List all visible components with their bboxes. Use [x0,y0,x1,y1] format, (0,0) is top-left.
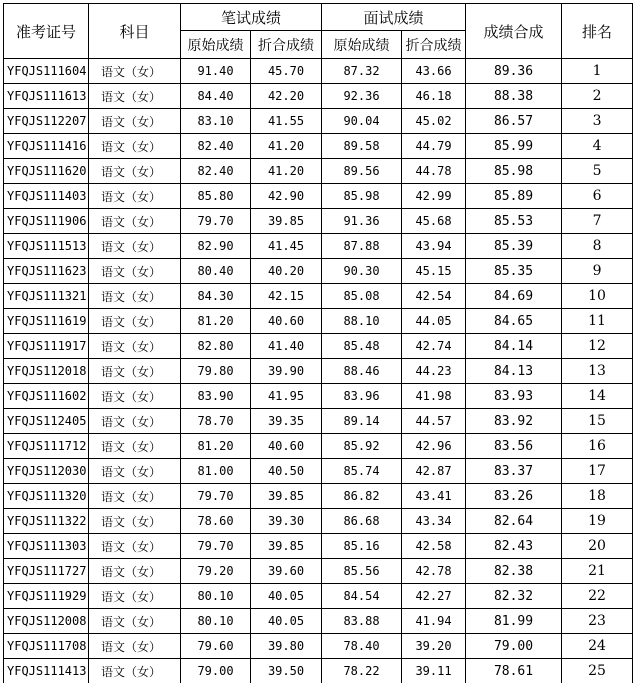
table-row [4,559,633,584]
cell-rank: 1 [562,59,633,84]
cell-written-converted: 42.20 [251,84,322,109]
cell-id: YFQJS112207 [4,109,89,134]
table-row [4,334,633,359]
cell-id: YFQJS111613 [4,84,89,109]
cell-rank: 24 [562,634,633,659]
cell-total: 85.98 [466,159,562,184]
cell-rank: 3 [562,109,633,134]
cell-interview-converted: 45.68 [402,209,466,234]
cell-total: 82.64 [466,509,562,534]
table-row [4,409,633,434]
cell-id: YFQJS111906 [4,209,89,234]
cell-subject: 语文（女） [89,59,181,84]
cell-interview-converted: 42.27 [402,584,466,609]
bottom-crop [0,683,636,687]
cell-written-raw: 80.10 [181,584,251,609]
cell-rank: 25 [562,659,633,684]
cell-interview-raw: 86.82 [322,484,402,509]
cell-interview-raw: 89.14 [322,409,402,434]
cell-total: 85.35 [466,259,562,284]
cell-interview-converted: 39.11 [402,659,466,684]
cell-written-raw: 79.70 [181,209,251,234]
cell-written-converted: 41.20 [251,134,322,159]
table-row [4,84,633,109]
cell-rank: 18 [562,484,633,509]
cell-written-converted: 39.85 [251,209,322,234]
cell-id: YFQJS111320 [4,484,89,509]
cell-interview-converted: 41.94 [402,609,466,634]
cell-written-converted: 39.30 [251,509,322,534]
cell-interview-converted: 43.94 [402,234,466,259]
cell-interview-converted: 42.99 [402,184,466,209]
cell-subject: 语文（女） [89,84,181,109]
cell-written-converted: 42.15 [251,284,322,309]
cell-id: YFQJS111413 [4,659,89,684]
cell-interview-raw: 89.56 [322,159,402,184]
cell-interview-raw: 85.08 [322,284,402,309]
table-row [4,659,633,684]
table-row [4,484,633,509]
cell-written-raw: 79.60 [181,634,251,659]
cell-total: 83.93 [466,384,562,409]
cell-total: 83.92 [466,409,562,434]
cell-interview-raw: 88.46 [322,359,402,384]
cell-id: YFQJS111917 [4,334,89,359]
cell-total: 83.56 [466,434,562,459]
cell-subject: 语文（女） [89,359,181,384]
cell-subject: 语文（女） [89,484,181,509]
cell-subject: 语文（女） [89,534,181,559]
cell-total: 84.65 [466,309,562,334]
cell-interview-raw: 84.54 [322,584,402,609]
table-row [4,384,633,409]
cell-written-converted: 39.60 [251,559,322,584]
cell-interview-converted: 42.74 [402,334,466,359]
cell-interview-converted: 42.58 [402,534,466,559]
score-table [3,3,633,684]
cell-subject: 语文（女） [89,634,181,659]
cell-written-converted: 41.95 [251,384,322,409]
cell-written-converted: 42.90 [251,184,322,209]
cell-total: 82.43 [466,534,562,559]
cell-subject: 语文（女） [89,284,181,309]
table-row [4,209,633,234]
cell-id: YFQJS112405 [4,409,89,434]
cell-subject: 语文（女） [89,509,181,534]
cell-total: 79.00 [466,634,562,659]
cell-id: YFQJS111623 [4,259,89,284]
cell-subject: 语文（女） [89,434,181,459]
cell-written-converted: 45.70 [251,59,322,84]
cell-id: YFQJS111619 [4,309,89,334]
table-row [4,459,633,484]
cell-written-raw: 84.30 [181,284,251,309]
cell-rank: 6 [562,184,633,209]
cell-written-raw: 83.90 [181,384,251,409]
cell-interview-raw: 83.88 [322,609,402,634]
cell-subject: 语文（女） [89,384,181,409]
cell-interview-raw: 90.30 [322,259,402,284]
cell-rank: 23 [562,609,633,634]
cell-interview-raw: 78.40 [322,634,402,659]
cell-total: 84.14 [466,334,562,359]
cell-interview-raw: 86.68 [322,509,402,534]
cell-subject: 语文（女） [89,609,181,634]
table-row [4,309,633,334]
cell-id: YFQJS112018 [4,359,89,384]
cell-written-converted: 39.35 [251,409,322,434]
cell-written-converted: 40.20 [251,259,322,284]
cell-total: 84.13 [466,359,562,384]
cell-interview-converted: 42.87 [402,459,466,484]
table-row [4,284,633,309]
cell-written-raw: 91.40 [181,59,251,84]
cell-total: 86.57 [466,109,562,134]
cell-written-converted: 41.40 [251,334,322,359]
cell-interview-converted: 43.66 [402,59,466,84]
cell-interview-converted: 44.57 [402,409,466,434]
cell-total: 84.69 [466,284,562,309]
cell-rank: 5 [562,159,633,184]
cell-subject: 语文（女） [89,659,181,684]
cell-written-converted: 40.05 [251,609,322,634]
cell-rank: 10 [562,284,633,309]
cell-id: YFQJS111712 [4,434,89,459]
cell-written-converted: 40.60 [251,309,322,334]
cell-written-converted: 39.80 [251,634,322,659]
cell-interview-raw: 88.10 [322,309,402,334]
header-rank: 排名 [562,4,633,59]
cell-written-converted: 41.45 [251,234,322,259]
table-row [4,259,633,284]
cell-interview-converted: 45.15 [402,259,466,284]
cell-rank: 17 [562,459,633,484]
header-total: 成绩合成 [466,4,562,59]
cell-written-raw: 83.10 [181,109,251,134]
cell-interview-raw: 85.16 [322,534,402,559]
cell-interview-converted: 41.98 [402,384,466,409]
cell-interview-converted: 42.54 [402,284,466,309]
cell-id: YFQJS111513 [4,234,89,259]
cell-written-raw: 82.80 [181,334,251,359]
cell-rank: 13 [562,359,633,384]
cell-written-converted: 39.50 [251,659,322,684]
table-row [4,184,633,209]
header-written: 笔试成绩 [181,4,322,31]
header-subject: 科目 [89,4,181,59]
cell-interview-raw: 85.98 [322,184,402,209]
cell-interview-converted: 44.78 [402,159,466,184]
cell-rank: 19 [562,509,633,534]
cell-rank: 20 [562,534,633,559]
table-row [4,509,633,534]
cell-interview-raw: 90.04 [322,109,402,134]
cell-interview-raw: 92.36 [322,84,402,109]
cell-written-raw: 79.20 [181,559,251,584]
cell-rank: 9 [562,259,633,284]
cell-subject: 语文（女） [89,234,181,259]
cell-written-raw: 82.40 [181,159,251,184]
cell-interview-raw: 83.96 [322,384,402,409]
cell-total: 85.39 [466,234,562,259]
cell-interview-converted: 42.78 [402,559,466,584]
cell-interview-converted: 44.05 [402,309,466,334]
cell-id: YFQJS111321 [4,284,89,309]
cell-id: YFQJS111322 [4,509,89,534]
cell-total: 82.38 [466,559,562,584]
table-row [4,234,633,259]
cell-written-raw: 78.70 [181,409,251,434]
table-row [4,134,633,159]
table-row [4,59,633,84]
cell-written-converted: 39.85 [251,534,322,559]
cell-interview-converted: 46.18 [402,84,466,109]
cell-id: YFQJS111727 [4,559,89,584]
cell-written-raw: 81.00 [181,459,251,484]
header-written-raw: 原始成绩 [181,31,251,59]
cell-rank: 12 [562,334,633,359]
cell-subject: 语文（女） [89,209,181,234]
cell-written-converted: 40.05 [251,584,322,609]
cell-written-converted: 40.60 [251,434,322,459]
table-row [4,634,633,659]
cell-interview-raw: 78.22 [322,659,402,684]
cell-rank: 2 [562,84,633,109]
table-body [4,59,633,684]
cell-id: YFQJS112030 [4,459,89,484]
cell-written-converted: 41.20 [251,159,322,184]
cell-interview-converted: 43.34 [402,509,466,534]
cell-written-raw: 85.80 [181,184,251,209]
cell-subject: 语文（女） [89,559,181,584]
cell-total: 85.53 [466,209,562,234]
cell-written-raw: 78.60 [181,509,251,534]
header-interview: 面试成绩 [322,4,466,31]
table-row [4,159,633,184]
cell-total: 83.37 [466,459,562,484]
cell-id: YFQJS111620 [4,159,89,184]
cell-interview-raw: 87.32 [322,59,402,84]
cell-total: 88.38 [466,84,562,109]
cell-total: 85.99 [466,134,562,159]
cell-interview-converted: 45.02 [402,109,466,134]
cell-id: YFQJS112008 [4,609,89,634]
cell-rank: 21 [562,559,633,584]
cell-written-converted: 39.90 [251,359,322,384]
header-written-converted: 折合成绩 [251,31,322,59]
cell-subject: 语文（女） [89,584,181,609]
cell-interview-converted: 44.23 [402,359,466,384]
cell-subject: 语文（女） [89,109,181,134]
table-row [4,359,633,384]
cell-written-raw: 81.20 [181,309,251,334]
cell-subject: 语文（女） [89,409,181,434]
table-header [4,4,633,59]
cell-written-raw: 82.90 [181,234,251,259]
cell-written-raw: 79.70 [181,484,251,509]
cell-interview-converted: 39.20 [402,634,466,659]
cell-written-raw: 82.40 [181,134,251,159]
cell-total: 78.61 [466,659,562,684]
cell-written-raw: 79.00 [181,659,251,684]
cell-interview-raw: 85.92 [322,434,402,459]
cell-interview-converted: 43.41 [402,484,466,509]
cell-rank: 14 [562,384,633,409]
cell-written-converted: 39.85 [251,484,322,509]
cell-id: YFQJS111416 [4,134,89,159]
cell-subject: 语文（女） [89,159,181,184]
cell-interview-converted: 42.96 [402,434,466,459]
header-id: 准考证号 [4,4,89,59]
cell-interview-raw: 91.36 [322,209,402,234]
cell-total: 82.32 [466,584,562,609]
cell-rank: 11 [562,309,633,334]
cell-subject: 语文（女） [89,334,181,359]
cell-subject: 语文（女） [89,309,181,334]
cell-written-raw: 80.40 [181,259,251,284]
cell-total: 81.99 [466,609,562,634]
cell-total: 85.89 [466,184,562,209]
cell-id: YFQJS111403 [4,184,89,209]
cell-written-raw: 81.20 [181,434,251,459]
table-row [4,109,633,134]
cell-rank: 8 [562,234,633,259]
cell-subject: 语文（女） [89,184,181,209]
cell-written-converted: 41.55 [251,109,322,134]
table-row [4,534,633,559]
cell-interview-raw: 85.56 [322,559,402,584]
cell-total: 83.26 [466,484,562,509]
cell-id: YFQJS111604 [4,59,89,84]
table-row [4,609,633,634]
cell-subject: 语文（女） [89,134,181,159]
cell-written-raw: 79.70 [181,534,251,559]
cell-id: YFQJS111929 [4,584,89,609]
header-interview-raw: 原始成绩 [322,31,402,59]
cell-subject: 语文（女） [89,259,181,284]
cell-id: YFQJS111303 [4,534,89,559]
cell-rank: 16 [562,434,633,459]
cell-written-converted: 40.50 [251,459,322,484]
cell-interview-raw: 85.48 [322,334,402,359]
cell-written-raw: 84.40 [181,84,251,109]
table-row [4,584,633,609]
header-interview-converted: 折合成绩 [402,31,466,59]
cell-total: 89.36 [466,59,562,84]
cell-interview-converted: 44.79 [402,134,466,159]
cell-id: YFQJS111708 [4,634,89,659]
cell-rank: 22 [562,584,633,609]
cell-interview-raw: 85.74 [322,459,402,484]
cell-interview-raw: 87.88 [322,234,402,259]
cell-rank: 4 [562,134,633,159]
cell-subject: 语文（女） [89,459,181,484]
cell-written-raw: 79.80 [181,359,251,384]
cell-id: YFQJS111602 [4,384,89,409]
cell-rank: 7 [562,209,633,234]
cell-interview-raw: 89.58 [322,134,402,159]
cell-written-raw: 80.10 [181,609,251,634]
cell-rank: 15 [562,409,633,434]
table-row [4,434,633,459]
